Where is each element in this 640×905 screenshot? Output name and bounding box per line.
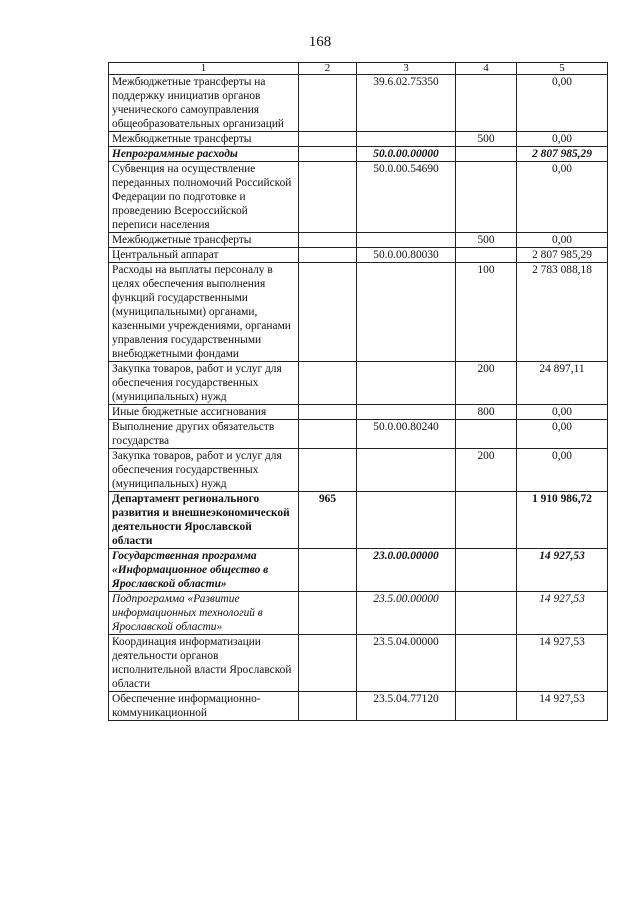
amount-cell: 0,00 (517, 132, 608, 147)
expense-type-cell: 500 (456, 233, 517, 248)
amount-cell: 0,00 (517, 449, 608, 492)
table-row (109, 420, 608, 449)
expense-type-cell (456, 592, 517, 635)
amount-cell: 14 927,53 (517, 635, 608, 692)
target-article-cell (357, 405, 456, 420)
column-header: 4 (456, 63, 517, 75)
target-article-cell (357, 449, 456, 492)
amount-cell: 0,00 (517, 75, 608, 132)
amount-cell: 14 927,53 (517, 592, 608, 635)
target-article-cell: 50.0.00.54690 (357, 162, 456, 233)
expense-name-cell: Центральный аппарат (109, 248, 299, 263)
department-code-cell (299, 263, 357, 362)
department-code-cell (299, 592, 357, 635)
column-header: 2 (299, 63, 357, 75)
expense-name-cell: Расходы на выплаты персоналу в целях обеспечения выполнения функций государственными (муниципальными) органами, казенными учреждениями, органами управления государственными внебюджетными фондами (109, 263, 299, 362)
target-article-cell: 50.0.00.80240 (357, 420, 456, 449)
expense-name-cell: Выполнение других обязательств государства (109, 420, 299, 449)
expense-type-cell (456, 248, 517, 263)
expense-name-cell: Субвенция на осуществление переданных полномочий Российской Федерации по подготовке и проведению Всероссийской переписи населения (109, 162, 299, 233)
target-article-cell (357, 362, 456, 405)
target-article-cell: 50.0.00.80030 (357, 248, 456, 263)
expense-type-cell (456, 692, 517, 721)
target-article-cell: 50.0.00.00000 (357, 147, 456, 162)
expense-type-cell (456, 75, 517, 132)
amount-cell: 0,00 (517, 420, 608, 449)
amount-cell: 0,00 (517, 162, 608, 233)
amount-cell: 14 927,53 (517, 549, 608, 592)
department-code-cell: 965 (299, 492, 357, 549)
expense-name-cell: Межбюджетные трансферты (109, 233, 299, 248)
table-row (109, 635, 608, 692)
expense-name-cell: Непрограммные расходы (109, 147, 299, 162)
amount-cell: 2 783 088,18 (517, 263, 608, 362)
expense-type-cell: 200 (456, 362, 517, 405)
amount-cell: 14 927,53 (517, 692, 608, 721)
table-row (109, 692, 608, 721)
table-row (109, 248, 608, 263)
table-row (109, 75, 608, 132)
budget-table (108, 62, 608, 721)
expense-name-cell: Государственная программа «Информационное общество в Ярославской области» (109, 549, 299, 592)
column-header: 1 (109, 63, 299, 75)
expense-name-cell: Иные бюджетные ассигнования (109, 405, 299, 420)
target-article-cell (357, 233, 456, 248)
page-number: 168 (308, 34, 332, 50)
target-article-cell: 23.0.00.00000 (357, 549, 456, 592)
table-row (109, 549, 608, 592)
table-body (109, 75, 608, 721)
amount-cell: 0,00 (517, 233, 608, 248)
amount-cell: 2 807 985,29 (517, 147, 608, 162)
expense-name-cell: Подпрограмма «Развитие информационных технологий в Ярославской области» (109, 592, 299, 635)
department-code-cell (299, 162, 357, 233)
table-row (109, 263, 608, 362)
expense-type-cell: 200 (456, 449, 517, 492)
expense-name-cell: Координация информатизации деятельности органов исполнительной власти Ярославской области (109, 635, 299, 692)
table-row (109, 132, 608, 147)
department-code-cell (299, 248, 357, 263)
table-row (109, 147, 608, 162)
expense-type-cell: 800 (456, 405, 517, 420)
target-article-cell (357, 132, 456, 147)
department-code-cell (299, 420, 357, 449)
amount-cell: 24 897,11 (517, 362, 608, 405)
target-article-cell: 23.5.04.77120 (357, 692, 456, 721)
table-row (109, 362, 608, 405)
expense-name-cell: Межбюджетные трансферты на поддержку инициатив органов ученического самоуправления общеобразовательных организаций (109, 75, 299, 132)
expense-name-cell: Межбюджетные трансферты (109, 132, 299, 147)
target-article-cell (357, 263, 456, 362)
expense-name-cell: Закупка товаров, работ и услуг для обеспечения государственных (муниципальных) нужд (109, 449, 299, 492)
expense-type-cell (456, 147, 517, 162)
department-code-cell (299, 405, 357, 420)
expense-type-cell (456, 162, 517, 233)
expense-type-cell: 500 (456, 132, 517, 147)
target-article-cell (357, 492, 456, 549)
department-code-cell (299, 75, 357, 132)
column-header: 5 (517, 63, 608, 75)
table-row (109, 405, 608, 420)
header-row (109, 63, 608, 75)
amount-cell: 2 807 985,29 (517, 248, 608, 263)
expense-type-cell (456, 492, 517, 549)
target-article-cell: 23.5.00.00000 (357, 592, 456, 635)
expense-type-cell (456, 635, 517, 692)
department-code-cell (299, 233, 357, 248)
table-row (109, 492, 608, 549)
department-code-cell (299, 449, 357, 492)
department-code-cell (299, 635, 357, 692)
expense-type-cell: 100 (456, 263, 517, 362)
department-code-cell (299, 362, 357, 405)
column-header: 3 (357, 63, 456, 75)
amount-cell: 1 910 986,72 (517, 492, 608, 549)
table-row (109, 233, 608, 248)
table-row (109, 162, 608, 233)
expense-name-cell: Департамент регионального развития и внешнеэкономической деятельности Ярославской области (109, 492, 299, 549)
department-code-cell (299, 132, 357, 147)
amount-cell: 0,00 (517, 405, 608, 420)
department-code-cell (299, 692, 357, 721)
target-article-cell: 23.5.04.00000 (357, 635, 456, 692)
expense-type-cell (456, 549, 517, 592)
table-row (109, 592, 608, 635)
target-article-cell: 39.6.02.75350 (357, 75, 456, 132)
expense-type-cell (456, 420, 517, 449)
table-row (109, 449, 608, 492)
department-code-cell (299, 549, 357, 592)
expense-name-cell: Закупка товаров, работ и услуг для обеспечения государственных (муниципальных) нужд (109, 362, 299, 405)
department-code-cell (299, 147, 357, 162)
expense-name-cell: Обеспечение информационно-коммуникационной (109, 692, 299, 721)
